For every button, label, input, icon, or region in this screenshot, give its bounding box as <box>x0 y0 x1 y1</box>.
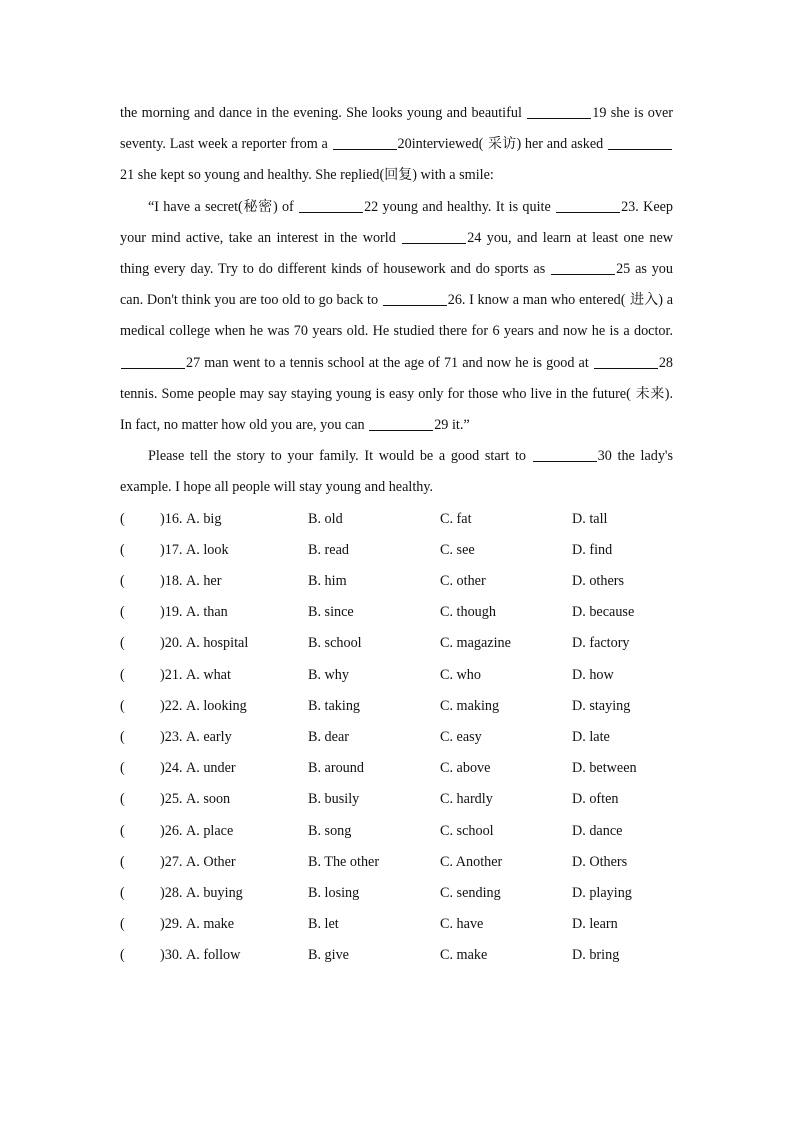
question-row <box>120 909 673 940</box>
option-d[interactable]: D. tall <box>572 510 608 527</box>
answer-blank-30[interactable] <box>533 447 597 462</box>
question-number: )16. <box>160 510 183 527</box>
passage-text: 22 young and healthy. It is quite <box>364 198 551 215</box>
passage-text: the morning and dance in the evening. She looks young and beautiful <box>120 105 522 121</box>
passage-text: ) with a smile: <box>412 167 494 184</box>
option-c[interactable]: C. who <box>440 666 481 683</box>
question-row <box>120 566 673 597</box>
question-number: )24. <box>160 760 183 777</box>
answer-paren-open[interactable]: ( <box>120 510 125 527</box>
option-d[interactable]: D. between <box>572 760 637 777</box>
option-b[interactable]: B. old <box>308 510 343 527</box>
passage-text: 23. Keep your mind active, take an interest in the world <box>120 198 674 246</box>
option-a[interactable]: A. Other <box>186 853 236 870</box>
option-c[interactable]: C. see <box>440 541 475 558</box>
option-c[interactable]: C. magazine <box>440 635 511 652</box>
passage-text: 25 as you can. Don't think you are too old to go back to <box>120 261 673 309</box>
option-c[interactable]: C. other <box>440 573 486 590</box>
option-c[interactable]: C. though <box>440 604 496 621</box>
option-a[interactable]: A. under <box>186 760 236 777</box>
answer-paren-open[interactable]: ( <box>120 916 125 933</box>
option-d[interactable]: D. find <box>572 541 613 558</box>
answer-blank-24[interactable] <box>402 229 466 244</box>
answer-blank-29[interactable] <box>369 416 433 431</box>
answer-blank-23[interactable] <box>556 198 620 213</box>
question-row <box>120 816 673 847</box>
option-a[interactable]: A. look <box>186 541 229 558</box>
answer-paren-open[interactable]: ( <box>120 760 125 777</box>
answer-blank-21[interactable] <box>608 135 672 150</box>
passage-paragraph-2 <box>120 192 673 442</box>
question-number: )25. <box>160 791 183 808</box>
option-d[interactable]: D. playing <box>572 884 632 901</box>
question-list <box>120 504 673 972</box>
question-row <box>120 722 673 753</box>
option-a[interactable]: A. follow <box>186 947 241 964</box>
question-number: )22. <box>160 697 183 714</box>
answer-blank-19[interactable] <box>527 104 591 119</box>
option-a[interactable]: A. her <box>186 573 222 590</box>
option-d[interactable]: D. often <box>572 791 619 808</box>
option-d[interactable]: D. dance <box>572 822 623 839</box>
option-b[interactable]: B. around <box>308 760 364 777</box>
option-a[interactable]: A. what <box>186 666 231 683</box>
passage-text: 29 it.” <box>434 417 470 434</box>
passage-text: “I have a secret( <box>148 198 243 215</box>
answer-paren-open[interactable]: ( <box>120 697 125 714</box>
question-number: )27. <box>160 853 183 870</box>
passage-text: ) of <box>272 198 294 215</box>
question-row <box>120 847 673 878</box>
option-c[interactable]: C. have <box>440 916 484 933</box>
question-row <box>120 628 673 659</box>
answer-paren-open[interactable]: ( <box>120 822 125 839</box>
passage-text: ). In fact, no matter how old you are, you can <box>120 385 674 434</box>
chinese-gloss: 采访 <box>483 136 517 153</box>
answer-paren-open[interactable]: ( <box>120 573 125 590</box>
question-row <box>120 597 673 628</box>
question-row <box>120 878 673 909</box>
question-number: )30. <box>160 947 183 964</box>
question-row <box>120 940 673 971</box>
option-a[interactable]: A. hospital <box>186 635 249 652</box>
question-number: )26. <box>160 822 183 839</box>
question-row <box>120 691 673 722</box>
question-row <box>120 660 673 691</box>
option-d[interactable]: D. others <box>572 573 625 590</box>
answer-paren-open[interactable]: ( <box>120 666 125 683</box>
option-b[interactable]: B. give <box>308 947 349 964</box>
answer-paren-open[interactable]: ( <box>120 728 125 745</box>
answer-blank-25[interactable] <box>551 260 615 275</box>
passage-text: ) her and asked <box>516 136 604 153</box>
passage-text: ) a medical college when he was 70 years old. He studied there for 6 years and now he is a doctor. <box>120 292 673 340</box>
option-c[interactable]: C. making <box>440 697 500 714</box>
option-d[interactable]: D. how <box>572 666 614 683</box>
question-number: )17. <box>160 541 183 558</box>
passage-text: 19 she is over seventy. Last week a reporter from a <box>120 105 674 153</box>
answer-paren-open[interactable]: ( <box>120 947 125 964</box>
option-b[interactable]: B. song <box>308 822 352 839</box>
option-d[interactable]: D. because <box>572 604 635 621</box>
option-c[interactable]: C. above <box>440 760 491 777</box>
option-b[interactable]: B. school <box>308 635 362 652</box>
chinese-gloss: 进入 <box>625 292 659 309</box>
answer-paren-open[interactable]: ( <box>120 635 125 652</box>
option-b[interactable]: B. taking <box>308 697 361 714</box>
passage-text: 24 you, and learn at least one new thing every day. Try to do different kinds of housework and do sports as <box>120 229 673 278</box>
question-number: )21. <box>160 666 183 683</box>
answer-paren-open[interactable]: ( <box>120 884 125 901</box>
chinese-gloss: 未来 <box>630 385 665 402</box>
option-a[interactable]: A. place <box>186 822 234 839</box>
option-c[interactable]: C. Another <box>440 853 503 870</box>
question-row <box>120 504 673 535</box>
passage-text: 26. I know a man who entered( <box>447 292 626 309</box>
answer-blank-27[interactable] <box>121 354 185 369</box>
option-b[interactable]: B. why <box>308 666 349 683</box>
question-row <box>120 784 673 815</box>
question-number: )18. <box>160 573 183 590</box>
passage-paragraph-3 <box>120 441 673 503</box>
option-c[interactable]: C. school <box>440 822 494 839</box>
passage-text: 30 the lady's example. I hope all people will stay young and healthy. <box>120 448 674 496</box>
option-a[interactable]: A. big <box>186 510 222 527</box>
question-number: )23. <box>160 728 183 745</box>
option-b[interactable]: B. him <box>308 573 347 590</box>
option-c[interactable]: C. make <box>440 947 488 964</box>
answer-paren-open[interactable]: ( <box>120 853 125 870</box>
chinese-gloss: 秘密 <box>242 198 273 215</box>
option-b[interactable]: B. read <box>308 541 349 558</box>
option-d[interactable]: D. staying <box>572 697 631 714</box>
option-b[interactable]: B. since <box>308 604 354 621</box>
question-number: )19. <box>160 604 183 621</box>
answer-blank-22[interactable] <box>299 198 363 213</box>
question-number: )29. <box>160 916 183 933</box>
option-a[interactable]: A. soon <box>186 791 231 808</box>
chinese-gloss: 回复 <box>384 167 413 184</box>
option-b[interactable]: B. The other <box>308 853 380 870</box>
option-b[interactable]: B. dear <box>308 728 349 745</box>
answer-paren-open[interactable]: ( <box>120 604 125 621</box>
answer-blank-20[interactable] <box>333 135 397 150</box>
answer-blank-26[interactable] <box>383 291 447 306</box>
question-row <box>120 753 673 784</box>
passage-text: Please tell the story to your family. It would be a good start to <box>148 448 526 465</box>
passage-paragraph-1 <box>120 98 673 192</box>
worksheet-page <box>120 98 673 971</box>
option-b[interactable]: B. losing <box>308 884 360 901</box>
option-a[interactable]: A. looking <box>186 697 247 714</box>
answer-paren-open[interactable]: ( <box>120 541 125 558</box>
option-c[interactable]: C. hardly <box>440 791 493 808</box>
option-c[interactable]: C. fat <box>440 510 472 527</box>
option-b[interactable]: B. busily <box>308 791 360 808</box>
question-number: )28. <box>160 884 183 901</box>
option-d[interactable]: D. learn <box>572 916 618 933</box>
passage-text: 21 she kept so young and healthy. She replied( <box>120 167 385 184</box>
option-a[interactable]: A. early <box>186 728 232 745</box>
question-number: )20. <box>160 635 183 652</box>
answer-paren-open[interactable]: ( <box>120 791 125 808</box>
option-d[interactable]: D. factory <box>572 635 630 652</box>
option-d[interactable]: D. Others <box>572 853 628 870</box>
option-a[interactable]: A. make <box>186 916 235 933</box>
answer-blank-28[interactable] <box>594 354 658 369</box>
passage-text: 27 man went to a tennis school at the age of 71 and now he is good at <box>186 354 589 371</box>
option-a[interactable]: A. than <box>186 604 228 621</box>
option-a[interactable]: A. buying <box>186 884 243 901</box>
option-d[interactable]: D. late <box>572 728 610 745</box>
question-row <box>120 535 673 566</box>
option-b[interactable]: B. let <box>308 916 339 933</box>
option-d[interactable]: D. bring <box>572 947 620 964</box>
passage-text: 20interviewed( <box>397 136 484 153</box>
option-c[interactable]: C. sending <box>440 884 501 901</box>
passage-text: 28 tennis. Some people may say staying young is easy only for those who live in the future( <box>120 354 674 402</box>
option-c[interactable]: C. easy <box>440 728 482 745</box>
